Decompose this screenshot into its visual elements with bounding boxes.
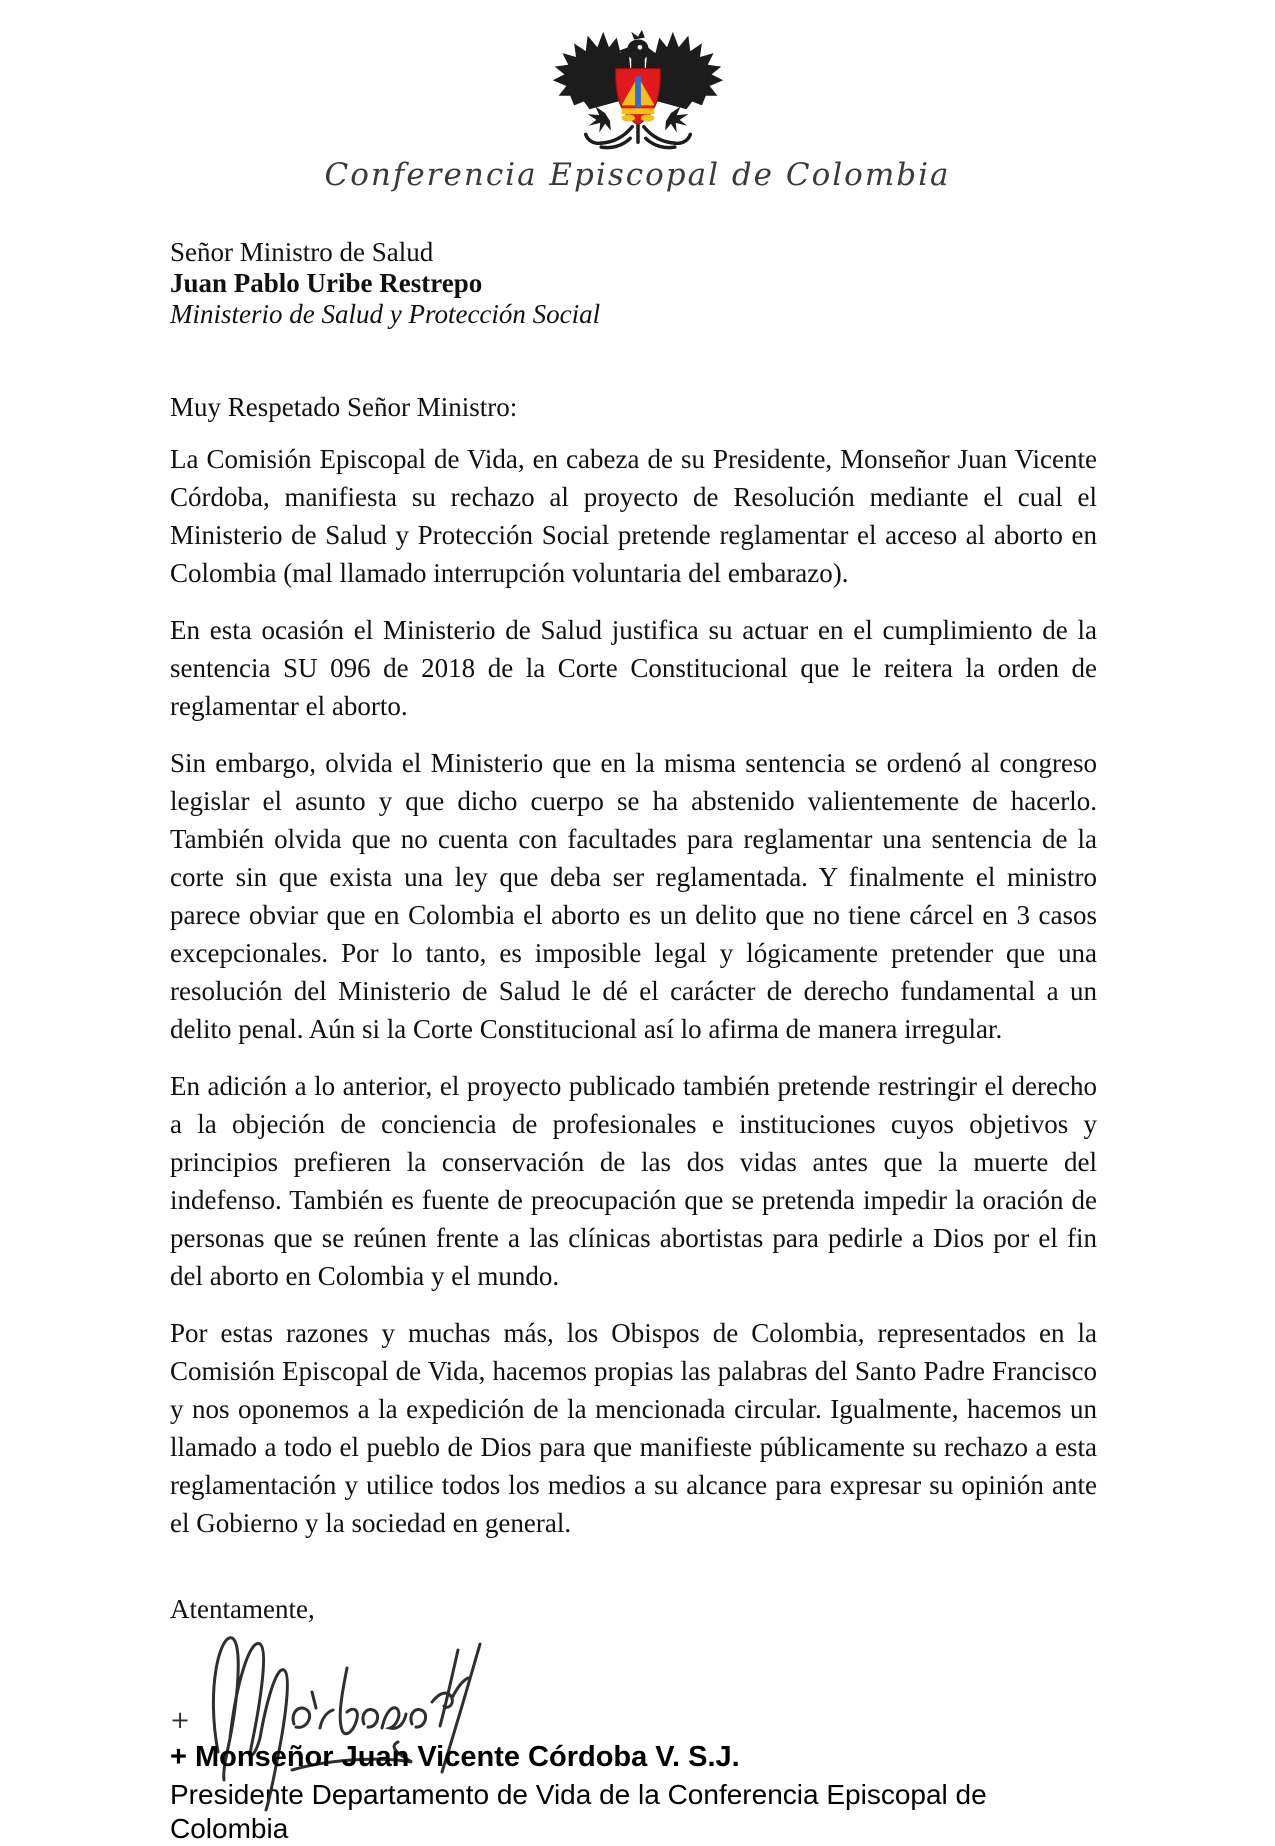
signer-title: Presidente Departamento de Vida de la Conferencia Episcopal de Colombia (170, 1779, 987, 1844)
recipient-block (170, 237, 1097, 330)
recipient-name: Juan Pablo Uribe Restrepo (170, 268, 483, 298)
signature-block (170, 1628, 1097, 1740)
letterhead (0, 0, 1275, 193)
cross-mark: + (170, 1706, 191, 1734)
episcopal-eagle-crest-icon (540, 26, 736, 153)
recipient-salutation-line: Señor Ministro de Salud (170, 237, 434, 267)
paragraph: Por estas razones y muchas más, los Obispos de Colombia, representados en la Comisión Episcopal de Vida, hacemos propias las palabras del Santo Padre Francisco y nos oponemos a la expedición de la mencionada circular. Igualmente, hacemos un llamado a todo el pueblo de Dios para que manifieste públicamente su rechazo a esta reglamentación y utilice todos los medios a su alcance para expresar su opinión ante el Gobierno y la sociedad en general. (170, 1318, 1097, 1538)
paragraphs (170, 440, 1097, 1542)
organization-name: Conferencia Episcopal de Colombia (324, 157, 951, 193)
signer-name: + Monseñor Juan Vicente Córdoba V. S.J. (170, 1741, 740, 1773)
letter-body (0, 237, 1275, 1846)
paragraph: En esta ocasión el Ministerio de Salud justifica su actuar en el cumplimiento de la sentencia SU 096 de 2018 de la Corte Constitucional que le reitera la orden de reglamentar el aborto. (170, 615, 1097, 721)
paragraph: En adición a lo anterior, el proyecto publicado también pretende restringir el derecho a la objeción de conciencia de profesionales e instituciones cuyos objetivos y principios prefieren la conservación de las dos vidas antes que la muerte del indefenso. También es fuente de preocupación que se pretenda impedir la oración de personas que se reúnen frente a las clínicas abortistas para pedirle a Dios por el fin del aborto en Colombia y el mundo. (170, 1071, 1097, 1291)
closing: Atentamente, (170, 1594, 315, 1624)
recipient-institution: Ministerio de Salud y Protección Social (170, 299, 601, 329)
greeting: Muy Respetado Señor Ministro: (170, 392, 518, 422)
paragraph: Sin embargo, olvida el Ministerio que en la misma sentencia se ordenó al congreso legislar el asunto y que dicho cuerpo se ha abstenido valientemente de hacerlo. También olvida que no cuenta con facultades para reglamentar una sentencia de la corte sin que exista una ley que deba ser reglamentada. Y finalmente el ministro parece obviar que en Colombia el aborto es un delito que no tiene cárcel en 3 casos excepcionales. Por lo tanto, es imposible legal y lógicamente pretender que una resolución del Ministerio de Salud le dé el carácter de derecho fundamental a un delito penal. Aún si la Corte Constitucional así lo afirma de manera irregular. (170, 748, 1097, 1044)
paragraph: La Comisión Episcopal de Vida, en cabeza de su Presidente, Monseñor Juan Vicente Córdoba, manifiesta su rechazo al proyecto de Resolución mediante el cual el Ministerio de Salud y Protección Social pretende reglamentar el acceso al aborto en Colombia (mal llamado interrupción voluntaria del embarazo). (170, 444, 1097, 588)
